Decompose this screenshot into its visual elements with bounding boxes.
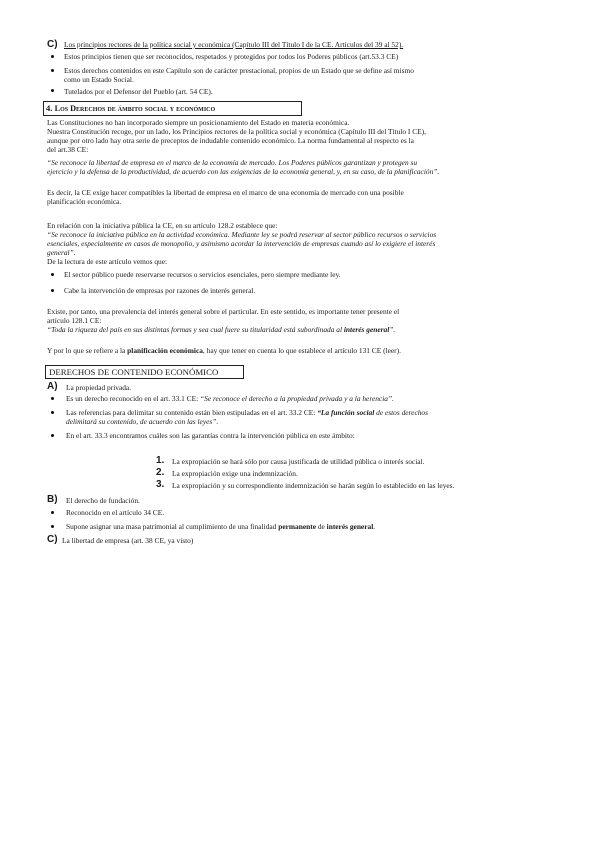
section-b-bullet-2-text: Supone asignar una masa patrimonial al cumplimiento de una finalidad [66,522,279,531]
quote-art128-1-end: ”. [389,325,396,334]
section-c-marker: C) [47,39,58,50]
section-b-bullet-2-mid: de [315,522,327,531]
section-a-bullet-1 [66,394,394,403]
numbered-item-2-number: 2. [156,467,165,478]
section-a-bullet-2-bold: “La función social [317,408,375,417]
section-4-title [46,103,215,114]
quote-art128-2-line-1: “Se reconoce la iniciativa pública en la actividad económica. Mediante ley se podrá reservar al sector público recursos o servicios [47,230,437,239]
section-c-bottom-title: La libertad de empresa (art. 38 CE, ya visto) [62,536,194,545]
quote-art128-1 [47,325,395,334]
numbered-item-3: La expropiación y su correspondiente indemnización se harán según lo establecido en las leyes. [172,481,455,490]
quote-art128-1-text: “Toda la riqueza del país en sus distintas formas y sea cual fuere su titularidad está subordinada al [47,325,344,334]
section-c-bullet-2-cont: como un Estado Social. [64,75,134,84]
bullet-icon [51,511,54,514]
section-a-bullet-2-text: Las referencias para delimitar su contenido están bien estipuladas en el art. 33.2 CE: [66,408,318,417]
section-b-bullet-2-end: . [373,522,376,531]
section-c-bullet-3: Tutelados por el Defensor del Pueblo (art. 54 CE). [64,87,213,96]
para-planning-text: Y por lo que se refiere a la [47,346,128,355]
section-b-bullet-2 [66,522,375,531]
section-4-intro-line-3: aunque por otro lado hay otra serie de preceptos de indudable contenido económico. La norma fundamental al respecto es la [47,136,414,145]
section-b-title: El derecho de fundación. [66,496,140,505]
reading-intro: De la lectura de este artículo vemos que: [47,257,168,266]
para-prevalence-line-2: artículo 128.1 CE: [47,316,102,325]
section-a-bullet-2 [66,408,428,417]
section-a-bullet-2-quote: de estos derechos [374,408,428,417]
bullet-icon [51,525,54,528]
quote-art128-2-line-3: general”. [47,248,76,257]
para-planning-end: , hay que tener en cuenta lo que establece el artículo 131 CE (leer). [202,346,401,355]
bullet-icon [51,289,54,292]
para-compatibility-line-2: planificación económica. [47,197,122,206]
reading-bullet-2: Cabe la intervención de empresas por razones de interés general. [64,286,256,295]
numbered-item-1-number: 1. [156,455,165,466]
section-a-bullet-1-text: Es un derecho reconocido en el art. 33.1 CE: [66,394,201,403]
section-c-bottom-marker: C) [47,534,58,545]
bullet-icon [51,397,54,400]
bullet-icon [51,69,54,72]
numbered-item-1: La expropiación se hará sólo por causa justificada de utilidad pública o interés social. [172,457,425,466]
bullet-icon [51,55,54,58]
reading-bullet-1: El sector público puede reservarse recursos o servicios esenciales, pero siempre mediante ley. [64,270,341,279]
section-c-bullet-2: Estos derechos contenidos en este Capítulo son de carácter prestacional, propios de un Estado que se define así mismo [64,66,414,75]
section-b-marker: B) [47,494,58,505]
para-planning-bold: planificación económica [127,346,203,355]
section-4-title-text: Los Derechos de ámbito social y económico [54,104,216,113]
section-b-bullet-2-bold-2: interés general [326,522,374,531]
bullet-icon [51,89,54,92]
quote-art38-line-2: ejercicio y la defensa de la productividad, de acuerdo con las exigencias de la economía general, y, en su caso, de la planificación”. [47,167,440,176]
bullet-icon [51,434,54,437]
numbered-item-3-number: 3. [156,479,165,490]
econ-title: DERECHOS DE CONTENIDO ECONÓMICO [49,367,219,377]
bullet-icon [51,411,54,414]
section-c-bullet-1: Estos principios tienen que ser reconocidos, respetados y protegidos por todos los Poderes públicos (art.53.3 CE) [64,52,399,61]
bullet-icon [51,273,54,276]
para-compatibility-line-1: Es decir, la CE exige hacer compatibles la libertad de empresa en el marco de una economía de mercado con una posible [47,188,404,197]
section-a-bullet-2-cont: delimitará su contenido, de acuerdo con las leyes”. [66,417,219,426]
section-b-bullet-1: Reconocido en el artículo 34 CE. [66,508,165,517]
section-a-bullet-1-quote: “Se reconoce el derecho a la propiedad privada y a la herencia”. [200,394,394,403]
para-initiative-intro: En relación con la iniciativa pública la CE, en su artículo 128.2 establece que: [47,221,278,230]
quote-art128-1-bold: interés general [343,325,390,334]
section-a-title: La propiedad privada. [66,383,132,392]
quote-art128-2-line-2: esenciales, especialmente en casos de monopolio, y asimismo acordar la intervención de empresas cuando así lo exigiere el interés [47,239,436,248]
numbered-item-2: La expropiación exige una indemnización. [172,469,298,478]
para-prevalence-line-1: Existe, por tanto, una prevalencia del interés general sobre el particular. En este sentido, es importante tener presente el [47,307,400,316]
section-4-number: 4. [46,103,53,113]
section-b-bullet-2-bold-1: permanente [278,522,316,531]
section-c-heading: Los principios rectores de la política social y económica (Capítulo III del Título I de la CE. Artículos del 39 al 52). [64,40,404,49]
para-planning [47,346,401,355]
section-a-marker: A) [47,381,58,392]
section-a-bullet-3: En el art. 33.3 encontramos cuáles son las garantías contra la intervención pública en este ámbito: [66,431,355,440]
section-4-intro-line-2: Nuestra Constitución recoge, por un lado, los Principios rectores de la política social y económica (Capítulo III del Título I CE), [47,127,426,136]
section-4-intro-line-1: Las Constituciones no han incorporado siempre un posicionamiento del Estado en materia económica. [47,118,350,127]
quote-art38-line-1: “Se reconoce la libertad de empresa en el marco de la economía de mercado. Los Poderes públicos garantizan y protegen su [47,158,418,167]
section-4-intro-line-4: del art.38 CE: [47,145,89,154]
